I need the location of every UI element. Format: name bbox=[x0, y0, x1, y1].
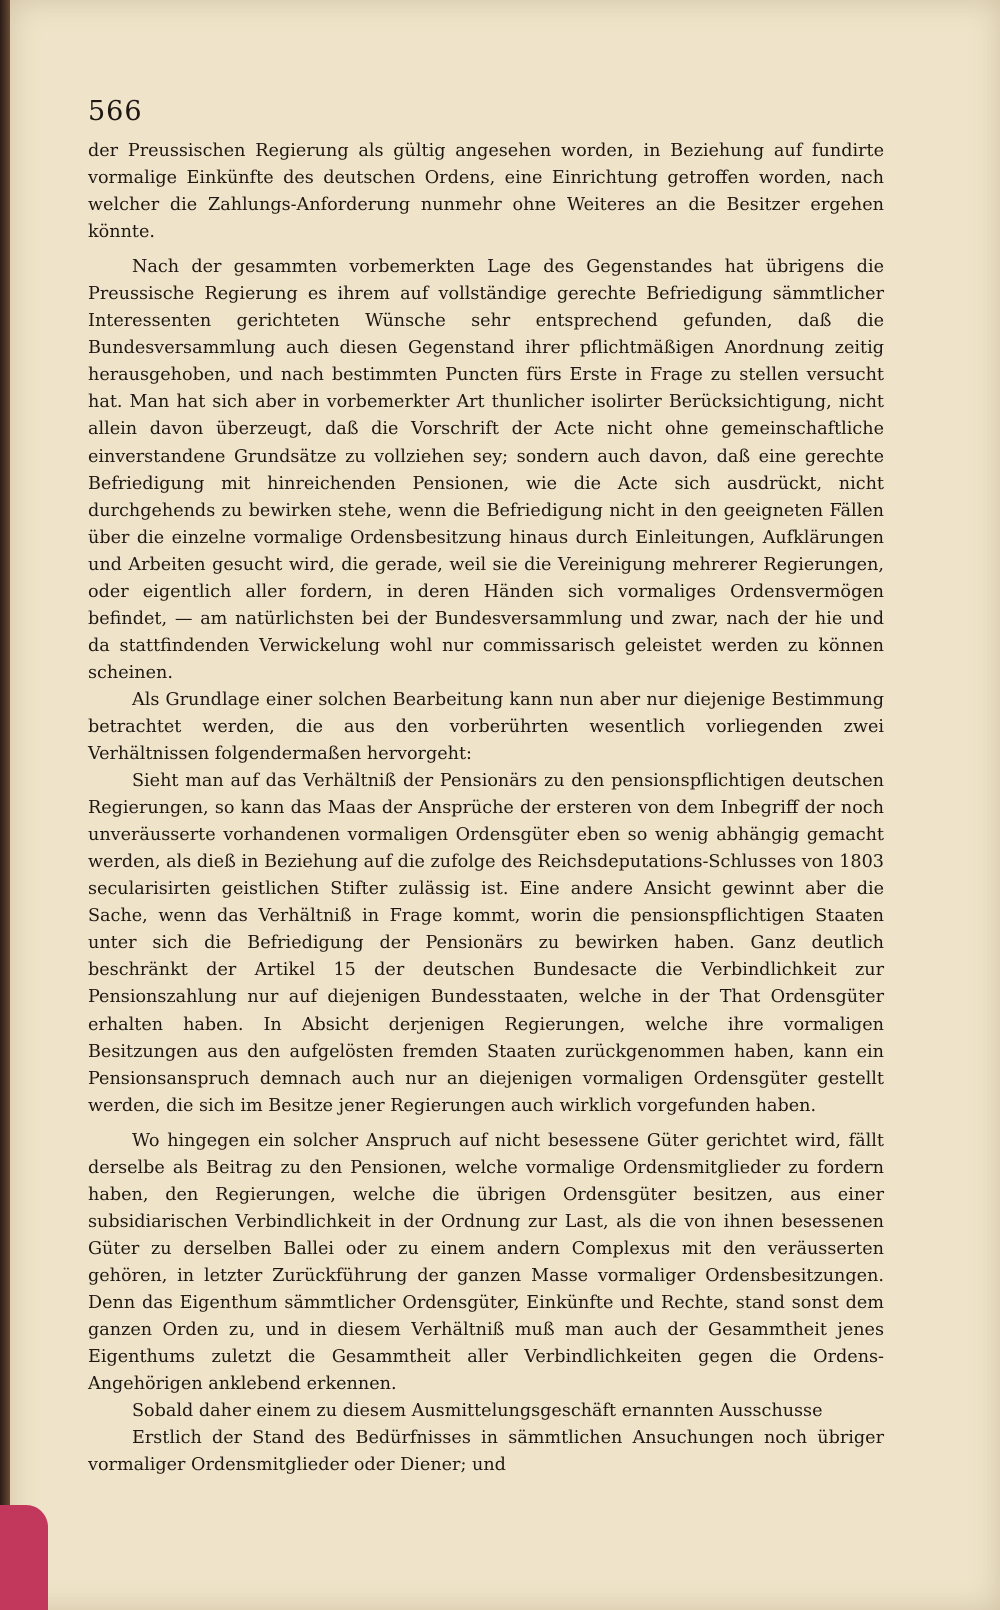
paragraph-5: Wo hingegen ein solcher Anspruch auf nicht besessene Güter gerichtet wird, fällt derselbe als Beitrag zu den Pensionen, welche vormalige Ordensmitglieder zu fordern haben, den Regierungen, welche die übrigen Ordensgüter besitzen, aus einer subsidiarischen Verbindlichkeit in der Ordnung zur Last, als die von ihnen besessenen Güter zu derselben Ballei oder zu einem andern Complexus mit den veräusserten gehören, in letzter Zurückführung der ganzen Masse vormaliger Ordensbesitzungen. Denn das Eigenthum sämmtlicher Ordensgüter, Einkünfte und Rechte, stand sonst dem ganzen Orden zu, und in diesem Verhältniß muß man auch der Gesammtheit jenes Eigenthums zuletzt die Gesammtheit aller Verbindlichkeiten gegen die Ordens-Angehörigen anklebend erkennen. bbox=[88, 1130, 884, 1395]
bookmark-tab bbox=[0, 1505, 48, 1610]
body-text bbox=[88, 138, 884, 1479]
paragraph-2: Nach der gesammten vorbemerkten Lage des Gegenstandes hat übrigens die Preussische Regierung es ihrem auf vollständige gerechte Befriedigung sämmtlicher Interessenten gerichteten Wünsche sehr entsprechend gefunden, daß die Bundesversammlung auch diesen Gegenstand ihrer pflichtmäßigen Anordnung zeitig herausgehoben, und nach bestimmten Puncten fürs Erste in Frage zu stellen versucht hat. Man hat sich aber in vorbemerkter Art thunlicher isolirter Berücksichtigung, nicht allein davon überzeugt, daß die Vorschrift der Acte nicht ohne gemeinschaftliche einverstandene Grundsätze zu vollziehen sey; sondern auch davon, daß eine gerechte Befriedigung mit hinreichenden Pensionen, wie die Acte sich ausdrückt, nicht durchgehends zu bewirken stehe, wenn die Befriedigung nicht in den geeigneten Fällen über die einzelne vormalige Ordensbesitzung hinaus durch Einleitungen, Aufklärungen und Arbeiten gesucht wird, die gerade, weil sie die Vereinigung mehrerer Regierungen, oder eigentlich aller fordern, in deren Händen sich vormaliges Ordensvermögen befindet, — am natürlichsten bei der Bundesversammlung und zwar, nach der hie und da stattfindenden Verwickelung wohl nur commissarisch geleistet werden zu können scheinen. bbox=[88, 257, 884, 683]
paragraph-4: Sieht man auf das Verhältniß der Pensionärs zu den pensionspflichtigen deutschen Regierungen, so kann das Maas der Ansprüche der ersteren von dem Inbegriff der noch unveräusserte vorhandenen vormaligen Ordensgüter eben so wenig abhängig gemacht werden, als dieß in Beziehung auf die zufolge des Reichsdeputations-Schlusses von 1803 secularisirten geistlichen Stifter zulässig ist. Eine andere Ansicht gewinnt aber die Sache, wenn das Verhältniß in Frage kommt, worin die pensionspflichtigen Staaten unter sich die Befriedigung der Pensionärs zu bewirken haben. Ganz deutlich beschränkt der Artikel 15 der deutschen Bundesacte die Verbindlichkeit zur Pensionszahlung nur auf diejenigen Bundesstaaten, welche in der That Ordensgüter erhalten haben. In Absicht derjenigen Regierungen, welche ihre vormaligen Besitzungen aus den aufgelösten fremden Staaten zurückgenommen haben, kann ein Pensionsanspruch demnach auch nur an diejenigen vormaligen Ordensgüter gestellt werden, die sich im Besitze jener Regierungen auch wirklich vorgefunden haben. bbox=[88, 771, 884, 1116]
paragraph-6: Sobald daher einem zu diesem Ausmittelungsgeschäft ernannten Ausschusse bbox=[132, 1401, 823, 1422]
page-number: 566 bbox=[88, 96, 143, 127]
paragraph-1: der Preussischen Regierung als gültig angesehen worden, in Beziehung auf fundirte vormalige Einkünfte des deutschen Ordens, eine Einrichtung getroffen worden, nach welcher die Zahlungs-Anforderung nunmehr ohne Weiteres an die Besitzer ergehen könnte. bbox=[88, 141, 884, 243]
book-spine-edge bbox=[0, 0, 10, 1610]
paragraph-3: Als Grundlage einer solchen Bearbeitung kann nun aber nur diejenige Bestimmung betrachtet werden, die aus den vorberührten wesentlich vorliegenden zwei Verhältnissen folgendermaßen hervorgeht: bbox=[88, 689, 884, 765]
book-page bbox=[10, 0, 1000, 1610]
paragraph-7: Erstlich der Stand des Bedürfnisses in sämmtlichen Ansuchungen noch übriger vormaliger Ordensmitglieder oder Diener; und bbox=[88, 1428, 884, 1476]
